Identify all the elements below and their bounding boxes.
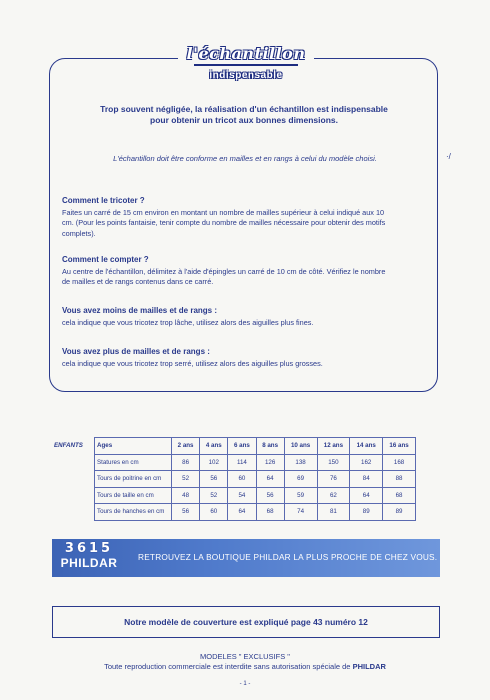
title-underline bbox=[194, 64, 298, 66]
footer-copyright-text: Toute reproduction commerciale est interdite sans autorisation spéciale de bbox=[104, 662, 353, 671]
section-heading: Comment le compter ? bbox=[62, 255, 149, 264]
section-more-stitches bbox=[62, 347, 434, 369]
section-how-to-count bbox=[62, 255, 434, 288]
table-cell: 150 bbox=[317, 454, 350, 471]
table-header-ages: Ages bbox=[95, 438, 172, 455]
intro-line-1: Trop souvent négligée, la réalisation d'un échantillon est indispensable bbox=[100, 104, 388, 114]
table-cell: 64 bbox=[256, 471, 284, 488]
table-cell: 88 bbox=[383, 471, 416, 488]
age-header: 2 ans bbox=[172, 438, 200, 455]
footer-brand: PHILDAR bbox=[352, 662, 386, 671]
section-heading: Vous avez plus de mailles et de rangs : bbox=[62, 347, 210, 356]
page-subtitle: indispensable bbox=[209, 70, 283, 81]
row-label: Tours de hanches en cm bbox=[95, 504, 172, 521]
minitel-logo bbox=[58, 542, 120, 574]
age-header: 6 ans bbox=[228, 438, 256, 455]
stray-mark: ·/ bbox=[446, 152, 451, 161]
banner-text: RETROUVEZ LA BOUTIQUE PHILDAR LA PLUS PROCHE DE CHEZ VOUS. bbox=[138, 552, 438, 562]
section-fewer-stitches bbox=[62, 306, 434, 328]
table-cell: 59 bbox=[284, 487, 317, 504]
table-row bbox=[52, 504, 416, 521]
table-cell: 102 bbox=[200, 454, 228, 471]
gauge-note: L'échantillon doit être conforme en mailles et en rangs à celui du modèle choisi. bbox=[113, 154, 377, 163]
table-cell: 68 bbox=[383, 487, 416, 504]
age-header: 4 ans bbox=[200, 438, 228, 455]
table-cell: 168 bbox=[383, 454, 416, 471]
table-cell: 86 bbox=[172, 454, 200, 471]
footer-copyright bbox=[0, 662, 490, 672]
minitel-number: 3615 bbox=[64, 541, 114, 556]
section-heading: Vous avez moins de mailles et de rangs : bbox=[62, 306, 218, 315]
table-cell: 60 bbox=[228, 471, 256, 488]
page-title: l'échantillon bbox=[186, 44, 306, 63]
age-header: 10 ans bbox=[284, 438, 317, 455]
intro-line-2: pour obtenir un tricot aux bonnes dimensions. bbox=[150, 115, 338, 125]
section-line: complets). bbox=[62, 228, 96, 238]
table-cell: 81 bbox=[317, 504, 350, 521]
table-cell: 76 bbox=[317, 471, 350, 488]
row-label: Tours de poitrine en cm bbox=[95, 471, 172, 488]
table-cell: 68 bbox=[256, 504, 284, 521]
section-line: de mailles et de rangs contenus dans ce carré. bbox=[62, 277, 214, 286]
size-table bbox=[52, 437, 416, 521]
table-row bbox=[52, 471, 416, 488]
table-cell: 84 bbox=[350, 471, 383, 488]
age-header: 14 ans bbox=[350, 438, 383, 455]
section-line: cela indique que vous tricotez trop lâche, utilisez alors des aiguilles plus fines. bbox=[62, 317, 314, 327]
section-line: cm. (Pour les points fantaisie, tenir compte du nombre de mailles nécessaire pour obtenir des motifs bbox=[62, 218, 386, 227]
table-cell: 138 bbox=[284, 454, 317, 471]
cover-note-box bbox=[52, 606, 440, 638]
title-banner bbox=[186, 44, 306, 81]
table-row bbox=[52, 454, 416, 471]
footer bbox=[0, 652, 490, 672]
table-cell: 62 bbox=[317, 487, 350, 504]
group-label: ENFANTS bbox=[52, 438, 95, 455]
page-number: - 1 - bbox=[239, 681, 251, 687]
table-cell: 56 bbox=[200, 471, 228, 488]
footer-exclusive: MODELES " EXCLUSIFS " bbox=[200, 652, 290, 661]
cover-note: Notre modèle de couverture est expliqué page 43 numéro 12 bbox=[124, 617, 368, 627]
table-cell: 126 bbox=[256, 454, 284, 471]
section-heading: Comment le tricoter ? bbox=[62, 196, 145, 205]
table-cell: 54 bbox=[228, 487, 256, 504]
table-cell: 48 bbox=[172, 487, 200, 504]
table-cell: 89 bbox=[383, 504, 416, 521]
table-cell: 74 bbox=[284, 504, 317, 521]
table-cell: 64 bbox=[228, 504, 256, 521]
table-cell: 114 bbox=[228, 454, 256, 471]
logo-brand: PHILDAR bbox=[60, 556, 118, 570]
age-header: 8 ans bbox=[256, 438, 284, 455]
table-cell: 162 bbox=[350, 454, 383, 471]
table-cell: 56 bbox=[172, 504, 200, 521]
row-label: Statures en cm bbox=[95, 454, 172, 471]
table-cell: 52 bbox=[200, 487, 228, 504]
row-label: Tours de taille en cm bbox=[95, 487, 172, 504]
age-header: 16 ans bbox=[383, 438, 416, 455]
section-line: Faites un carré de 15 cm environ en montant un nombre de mailles supérieur à celui indiqué aux 10 bbox=[62, 207, 385, 217]
table-cell: 64 bbox=[350, 487, 383, 504]
table-cell: 69 bbox=[284, 471, 317, 488]
age-header: 12 ans bbox=[317, 438, 350, 455]
table-cell: 52 bbox=[172, 471, 200, 488]
table-row bbox=[52, 487, 416, 504]
table-cell: 60 bbox=[200, 504, 228, 521]
table-header-row bbox=[52, 438, 416, 455]
table-cell: 89 bbox=[350, 504, 383, 521]
intro-text bbox=[74, 104, 414, 126]
section-line: cela indique que vous tricotez trop serré, utilisez alors des aiguilles plus grosses. bbox=[62, 358, 323, 368]
section-how-to-knit bbox=[62, 196, 434, 239]
table-cell: 56 bbox=[256, 487, 284, 504]
phildar-banner bbox=[52, 539, 440, 577]
section-line: Au centre de l'échantillon, délimitez à l'aide d'épingles un carré de 10 cm de côté. Vérifiez le nombre bbox=[62, 266, 386, 276]
